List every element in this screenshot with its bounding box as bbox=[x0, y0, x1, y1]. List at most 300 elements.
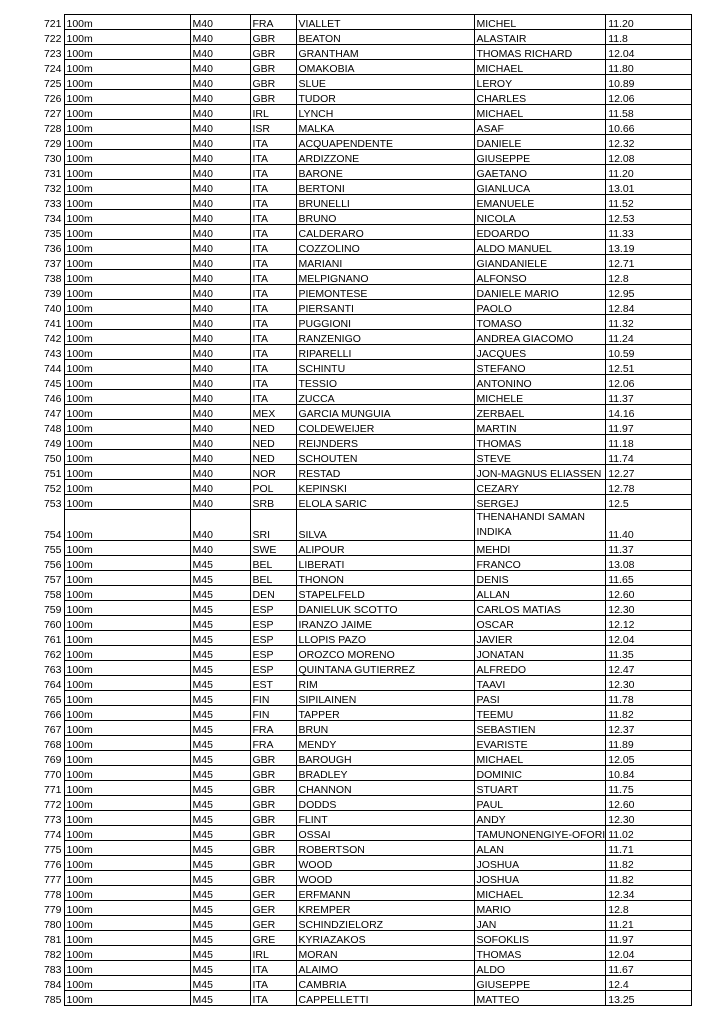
firstname-cell: ALFONSO bbox=[474, 270, 606, 285]
table-row bbox=[28, 691, 692, 706]
time-cell: 12.30 bbox=[606, 601, 692, 616]
table-row bbox=[28, 991, 692, 1006]
nation-cell: ITA bbox=[250, 360, 296, 375]
time-cell: 10.59 bbox=[606, 345, 692, 360]
event-cell: 100m bbox=[64, 150, 190, 165]
time-cell: 12.60 bbox=[606, 796, 692, 811]
event-cell: 100m bbox=[64, 901, 190, 916]
event-cell: 100m bbox=[64, 766, 190, 781]
table-row bbox=[28, 886, 692, 901]
time-cell: 12.71 bbox=[606, 255, 692, 270]
surname-cell: SCHOUTEN bbox=[296, 450, 474, 465]
category-cell: M40 bbox=[190, 120, 250, 135]
event-cell: 100m bbox=[64, 736, 190, 751]
nation-cell: IRL bbox=[250, 946, 296, 961]
surname-cell: MORAN bbox=[296, 946, 474, 961]
surname-cell: ROBERTSON bbox=[296, 841, 474, 856]
row-number: 746 bbox=[43, 393, 62, 405]
event-cell: 100m bbox=[64, 270, 190, 285]
nation-cell: ITA bbox=[250, 150, 296, 165]
firstname-cell: JAN bbox=[474, 916, 606, 931]
surname-cell: GARCIA MUNGUIA bbox=[296, 405, 474, 420]
event-cell: 100m bbox=[64, 30, 190, 45]
table-row bbox=[28, 766, 692, 781]
time-cell: 13.08 bbox=[606, 556, 692, 571]
row-number: 760 bbox=[43, 619, 62, 631]
surname-cell: GRANTHAM bbox=[296, 45, 474, 60]
event-cell: 100m bbox=[64, 330, 190, 345]
time-cell: 10.84 bbox=[606, 766, 692, 781]
surname-cell: OSSAI bbox=[296, 826, 474, 841]
firstname-cell: STEFANO bbox=[474, 360, 606, 375]
row-number: 731 bbox=[43, 168, 62, 180]
nation-cell: ESP bbox=[250, 661, 296, 676]
surname-cell: CAPPELLETTI bbox=[296, 991, 474, 1006]
row-number: 772 bbox=[43, 799, 62, 811]
table-row bbox=[28, 120, 692, 135]
nation-cell: GER bbox=[250, 916, 296, 931]
surname-cell: SILVA bbox=[296, 510, 474, 541]
nation-cell: GBR bbox=[250, 841, 296, 856]
surname-cell: ELOLA SARIC bbox=[296, 495, 474, 510]
row-number: 765 bbox=[43, 694, 62, 706]
event-cell: 100m bbox=[64, 691, 190, 706]
table-row bbox=[28, 856, 692, 871]
row-number: 726 bbox=[43, 93, 62, 105]
surname-cell: TAPPER bbox=[296, 706, 474, 721]
event-cell: 100m bbox=[64, 360, 190, 375]
table-row bbox=[28, 736, 692, 751]
row-number: 734 bbox=[43, 213, 62, 225]
nation-cell: GBR bbox=[250, 751, 296, 766]
category-cell: M45 bbox=[190, 751, 250, 766]
firstname-cell: MEHDI bbox=[474, 541, 606, 556]
category-cell: M40 bbox=[190, 240, 250, 255]
firstname-cell: TOMASO bbox=[474, 315, 606, 330]
surname-cell: PUGGIONI bbox=[296, 315, 474, 330]
event-cell: 100m bbox=[64, 841, 190, 856]
surname-cell: DANIELUK SCOTTO bbox=[296, 601, 474, 616]
row-number: 755 bbox=[43, 544, 62, 556]
time-cell: 12.04 bbox=[606, 631, 692, 646]
row-number: 757 bbox=[43, 574, 62, 586]
event-cell: 100m bbox=[64, 931, 190, 946]
firstname-cell: ALAN bbox=[474, 841, 606, 856]
category-cell: M40 bbox=[190, 60, 250, 75]
table-row bbox=[28, 105, 692, 120]
row-number: 735 bbox=[43, 228, 62, 240]
nation-cell: ITA bbox=[250, 285, 296, 300]
event-cell: 100m bbox=[64, 300, 190, 315]
row-number: 777 bbox=[43, 874, 62, 886]
event-cell: 100m bbox=[64, 856, 190, 871]
category-cell: M45 bbox=[190, 706, 250, 721]
nation-cell: GBR bbox=[250, 781, 296, 796]
firstname-cell: STEVE bbox=[474, 450, 606, 465]
event-cell: 100m bbox=[64, 946, 190, 961]
event-cell: 100m bbox=[64, 450, 190, 465]
table-row bbox=[28, 571, 692, 586]
table-row bbox=[28, 676, 692, 691]
event-cell: 100m bbox=[64, 165, 190, 180]
firstname-cell: TEEMU bbox=[474, 706, 606, 721]
category-cell: M40 bbox=[190, 15, 250, 30]
surname-cell: CALDERARO bbox=[296, 225, 474, 240]
category-cell: M40 bbox=[190, 450, 250, 465]
firstname-cell: GIANLUCA bbox=[474, 180, 606, 195]
time-cell: 12.8 bbox=[606, 901, 692, 916]
row-number: 728 bbox=[43, 123, 62, 135]
nation-cell: ITA bbox=[250, 210, 296, 225]
row-number: 763 bbox=[43, 664, 62, 676]
time-cell: 11.02 bbox=[606, 826, 692, 841]
firstname-cell: CHARLES bbox=[474, 90, 606, 105]
nation-cell: ITA bbox=[250, 375, 296, 390]
firstname-cell: ASAF bbox=[474, 120, 606, 135]
row-number: 780 bbox=[43, 919, 62, 931]
event-cell: 100m bbox=[64, 435, 190, 450]
category-cell: M40 bbox=[190, 360, 250, 375]
row-number: 745 bbox=[43, 378, 62, 390]
surname-cell: ALAIMO bbox=[296, 961, 474, 976]
time-cell: 11.67 bbox=[606, 961, 692, 976]
category-cell: M40 bbox=[190, 285, 250, 300]
event-cell: 100m bbox=[64, 510, 190, 541]
surname-cell: KEPINSKI bbox=[296, 480, 474, 495]
row-number: 773 bbox=[43, 814, 62, 826]
row-number: 721 bbox=[43, 18, 62, 30]
table-row bbox=[28, 631, 692, 646]
table-row bbox=[28, 195, 692, 210]
surname-cell: BERTONI bbox=[296, 180, 474, 195]
row-number: 748 bbox=[43, 423, 62, 435]
event-cell: 100m bbox=[64, 616, 190, 631]
time-cell: 11.71 bbox=[606, 841, 692, 856]
surname-cell: RIM bbox=[296, 676, 474, 691]
firstname-cell: EDOARDO bbox=[474, 225, 606, 240]
event-cell: 100m bbox=[64, 480, 190, 495]
table-row bbox=[28, 601, 692, 616]
time-cell: 14.16 bbox=[606, 405, 692, 420]
category-cell: M45 bbox=[190, 946, 250, 961]
category-cell: M40 bbox=[190, 330, 250, 345]
nation-cell: ITA bbox=[250, 255, 296, 270]
firstname-cell: STUART bbox=[474, 781, 606, 796]
category-cell: M45 bbox=[190, 916, 250, 931]
table-row bbox=[28, 390, 692, 405]
time-cell: 11.65 bbox=[606, 571, 692, 586]
surname-cell: DODDS bbox=[296, 796, 474, 811]
firstname-cell: MICHAEL bbox=[474, 886, 606, 901]
nation-cell: ITA bbox=[250, 135, 296, 150]
category-cell: M45 bbox=[190, 616, 250, 631]
nation-cell: ITA bbox=[250, 976, 296, 991]
surname-cell: BARONE bbox=[296, 165, 474, 180]
nation-cell: BEL bbox=[250, 556, 296, 571]
row-number: 754 bbox=[43, 529, 62, 541]
surname-cell: ERFMANN bbox=[296, 886, 474, 901]
surname-cell: CHANNON bbox=[296, 781, 474, 796]
category-cell: M45 bbox=[190, 766, 250, 781]
surname-cell: OROZCO MORENO bbox=[296, 646, 474, 661]
event-cell: 100m bbox=[64, 465, 190, 480]
nation-cell: EST bbox=[250, 676, 296, 691]
row-number: 784 bbox=[43, 979, 62, 991]
firstname-cell: ANDREA GIACOMO bbox=[474, 330, 606, 345]
table-row bbox=[28, 586, 692, 601]
time-cell: 12.4 bbox=[606, 976, 692, 991]
surname-cell: RANZENIGO bbox=[296, 330, 474, 345]
firstname-cell: JAVIER bbox=[474, 631, 606, 646]
row-number: 761 bbox=[43, 634, 62, 646]
table-row bbox=[28, 150, 692, 165]
nation-cell: GBR bbox=[250, 856, 296, 871]
time-cell: 12.47 bbox=[606, 661, 692, 676]
category-cell: M45 bbox=[190, 736, 250, 751]
nation-cell: ITA bbox=[250, 315, 296, 330]
row-number: 750 bbox=[43, 453, 62, 465]
row-number: 758 bbox=[43, 589, 62, 601]
firstname-cell: GIANDANIELE bbox=[474, 255, 606, 270]
nation-cell: DEN bbox=[250, 586, 296, 601]
surname-cell: BAROUGH bbox=[296, 751, 474, 766]
time-cell: 11.78 bbox=[606, 691, 692, 706]
category-cell: M40 bbox=[190, 270, 250, 285]
event-cell: 100m bbox=[64, 706, 190, 721]
category-cell: M40 bbox=[190, 210, 250, 225]
firstname-cell: ALASTAIR bbox=[474, 30, 606, 45]
nation-cell: GBR bbox=[250, 826, 296, 841]
time-cell: 12.06 bbox=[606, 90, 692, 105]
time-cell: 11.75 bbox=[606, 781, 692, 796]
table-row bbox=[28, 330, 692, 345]
nation-cell: FRA bbox=[250, 721, 296, 736]
category-cell: M40 bbox=[190, 150, 250, 165]
category-cell: M45 bbox=[190, 901, 250, 916]
firstname-cell: THOMAS RICHARD bbox=[474, 45, 606, 60]
category-cell: M40 bbox=[190, 465, 250, 480]
time-cell: 12.27 bbox=[606, 465, 692, 480]
event-cell: 100m bbox=[64, 255, 190, 270]
firstname-cell: JOSHUA bbox=[474, 871, 606, 886]
category-cell: M45 bbox=[190, 691, 250, 706]
table-row bbox=[28, 946, 692, 961]
category-cell: M40 bbox=[190, 180, 250, 195]
nation-cell: GBR bbox=[250, 90, 296, 105]
table-row bbox=[28, 165, 692, 180]
table-row bbox=[28, 345, 692, 360]
time-cell: 12.04 bbox=[606, 45, 692, 60]
row-number: 739 bbox=[43, 288, 62, 300]
event-cell: 100m bbox=[64, 495, 190, 510]
time-cell: 11.21 bbox=[606, 916, 692, 931]
firstname-cell: MICHAEL bbox=[474, 60, 606, 75]
category-cell: M40 bbox=[190, 75, 250, 90]
firstname-cell: TAMUNONENGIYE-OFORI bbox=[474, 826, 606, 841]
category-cell: M40 bbox=[190, 541, 250, 556]
surname-cell: IRANZO JAIME bbox=[296, 616, 474, 631]
event-cell: 100m bbox=[64, 390, 190, 405]
nation-cell: GBR bbox=[250, 45, 296, 60]
time-cell: 12.95 bbox=[606, 285, 692, 300]
table-row bbox=[28, 135, 692, 150]
category-cell: M45 bbox=[190, 886, 250, 901]
firstname-cell: JONATAN bbox=[474, 646, 606, 661]
table-row bbox=[28, 315, 692, 330]
surname-cell: ALIPOUR bbox=[296, 541, 474, 556]
event-cell: 100m bbox=[64, 826, 190, 841]
event-cell: 100m bbox=[64, 135, 190, 150]
event-cell: 100m bbox=[64, 601, 190, 616]
table-row bbox=[28, 180, 692, 195]
category-cell: M40 bbox=[190, 435, 250, 450]
category-cell: M40 bbox=[190, 420, 250, 435]
row-number: 768 bbox=[43, 739, 62, 751]
event-cell: 100m bbox=[64, 916, 190, 931]
event-cell: 100m bbox=[64, 676, 190, 691]
nation-cell: SRB bbox=[250, 495, 296, 510]
time-cell: 13.01 bbox=[606, 180, 692, 195]
surname-cell: KYRIAZAKOS bbox=[296, 931, 474, 946]
firstname-cell: MICHELE bbox=[474, 390, 606, 405]
firstname-cell: ALDO bbox=[474, 961, 606, 976]
time-cell: 12.84 bbox=[606, 300, 692, 315]
firstname-cell: FRANCO bbox=[474, 556, 606, 571]
row-number: 723 bbox=[43, 48, 62, 60]
event-cell: 100m bbox=[64, 60, 190, 75]
row-number: 732 bbox=[43, 183, 62, 195]
table-row bbox=[28, 826, 692, 841]
table-row bbox=[28, 360, 692, 375]
nation-cell: GBR bbox=[250, 796, 296, 811]
surname-cell: RESTAD bbox=[296, 465, 474, 480]
firstname-cell: GAETANO bbox=[474, 165, 606, 180]
surname-cell: SCHINDZIELORZ bbox=[296, 916, 474, 931]
nation-cell: ITA bbox=[250, 195, 296, 210]
firstname-cell: DOMINIC bbox=[474, 766, 606, 781]
event-cell: 100m bbox=[64, 285, 190, 300]
surname-cell: CAMBRIA bbox=[296, 976, 474, 991]
time-cell: 11.20 bbox=[606, 165, 692, 180]
event-cell: 100m bbox=[64, 45, 190, 60]
table-row bbox=[28, 285, 692, 300]
firstname-cell: THOMAS bbox=[474, 946, 606, 961]
time-cell: 12.32 bbox=[606, 135, 692, 150]
nation-cell: ESP bbox=[250, 616, 296, 631]
event-cell: 100m bbox=[64, 751, 190, 766]
time-cell: 11.32 bbox=[606, 315, 692, 330]
table-row bbox=[28, 751, 692, 766]
firstname-cell: MARIO bbox=[474, 901, 606, 916]
surname-cell: WOOD bbox=[296, 856, 474, 871]
firstname-cell: NICOLA bbox=[474, 210, 606, 225]
category-cell: M45 bbox=[190, 571, 250, 586]
row-number: 759 bbox=[43, 604, 62, 616]
nation-cell: ITA bbox=[250, 991, 296, 1006]
nation-cell: GER bbox=[250, 901, 296, 916]
category-cell: M45 bbox=[190, 826, 250, 841]
event-cell: 100m bbox=[64, 345, 190, 360]
time-cell: 12.30 bbox=[606, 811, 692, 826]
time-cell: 11.58 bbox=[606, 105, 692, 120]
category-cell: M45 bbox=[190, 961, 250, 976]
time-cell: 12.06 bbox=[606, 375, 692, 390]
firstname-cell: MICHAEL bbox=[474, 105, 606, 120]
row-number: 775 bbox=[43, 844, 62, 856]
surname-cell: TESSIO bbox=[296, 375, 474, 390]
row-number: 785 bbox=[43, 994, 62, 1006]
surname-cell: FLINT bbox=[296, 811, 474, 826]
table-row bbox=[28, 976, 692, 991]
surname-cell: QUINTANA GUTIERREZ bbox=[296, 661, 474, 676]
time-cell: 12.60 bbox=[606, 586, 692, 601]
row-number: 733 bbox=[43, 198, 62, 210]
time-cell: 11.97 bbox=[606, 420, 692, 435]
nation-cell: GBR bbox=[250, 60, 296, 75]
nation-cell: SRI bbox=[250, 510, 296, 541]
time-cell: 11.33 bbox=[606, 225, 692, 240]
category-cell: M40 bbox=[190, 510, 250, 541]
firstname-cell: SOFOKLIS bbox=[474, 931, 606, 946]
category-cell: M45 bbox=[190, 811, 250, 826]
firstname-cell: JON-MAGNUS ELIASSEN bbox=[474, 465, 606, 480]
nation-cell: GBR bbox=[250, 75, 296, 90]
table-row bbox=[28, 646, 692, 661]
firstname-cell: ALLAN bbox=[474, 586, 606, 601]
entries-table-body bbox=[28, 15, 692, 1006]
nation-cell: IRL bbox=[250, 105, 296, 120]
event-cell: 100m bbox=[64, 195, 190, 210]
firstname-cell: LEROY bbox=[474, 75, 606, 90]
category-cell: M45 bbox=[190, 931, 250, 946]
row-number: 752 bbox=[43, 483, 62, 495]
time-cell: 11.20 bbox=[606, 15, 692, 30]
event-cell: 100m bbox=[64, 75, 190, 90]
event-cell: 100m bbox=[64, 571, 190, 586]
category-cell: M40 bbox=[190, 390, 250, 405]
nation-cell: NED bbox=[250, 420, 296, 435]
nation-cell: ITA bbox=[250, 165, 296, 180]
category-cell: M45 bbox=[190, 556, 250, 571]
category-cell: M45 bbox=[190, 976, 250, 991]
surname-cell: BRUN bbox=[296, 721, 474, 736]
firstname-cell: MICHEL bbox=[474, 15, 606, 30]
event-cell: 100m bbox=[64, 556, 190, 571]
row-number: 776 bbox=[43, 859, 62, 871]
event-cell: 100m bbox=[64, 721, 190, 736]
firstname-cell: ALDO MANUEL bbox=[474, 240, 606, 255]
firstname-cell: MARTIN bbox=[474, 420, 606, 435]
nation-cell: GBR bbox=[250, 30, 296, 45]
row-number: 756 bbox=[43, 559, 62, 571]
surname-cell: LLOPIS PAZO bbox=[296, 631, 474, 646]
row-number: 741 bbox=[43, 318, 62, 330]
table-row bbox=[28, 60, 692, 75]
event-cell: 100m bbox=[64, 105, 190, 120]
event-cell: 100m bbox=[64, 225, 190, 240]
row-number: 782 bbox=[43, 949, 62, 961]
firstname-cell: JACQUES bbox=[474, 345, 606, 360]
row-number: 766 bbox=[43, 709, 62, 721]
entries-table bbox=[28, 14, 692, 1006]
category-cell: M40 bbox=[190, 255, 250, 270]
nation-cell: FRA bbox=[250, 15, 296, 30]
category-cell: M45 bbox=[190, 871, 250, 886]
row-number: 774 bbox=[43, 829, 62, 841]
event-cell: 100m bbox=[64, 631, 190, 646]
time-cell: 11.82 bbox=[606, 856, 692, 871]
firstname-cell: PAOLO bbox=[474, 300, 606, 315]
